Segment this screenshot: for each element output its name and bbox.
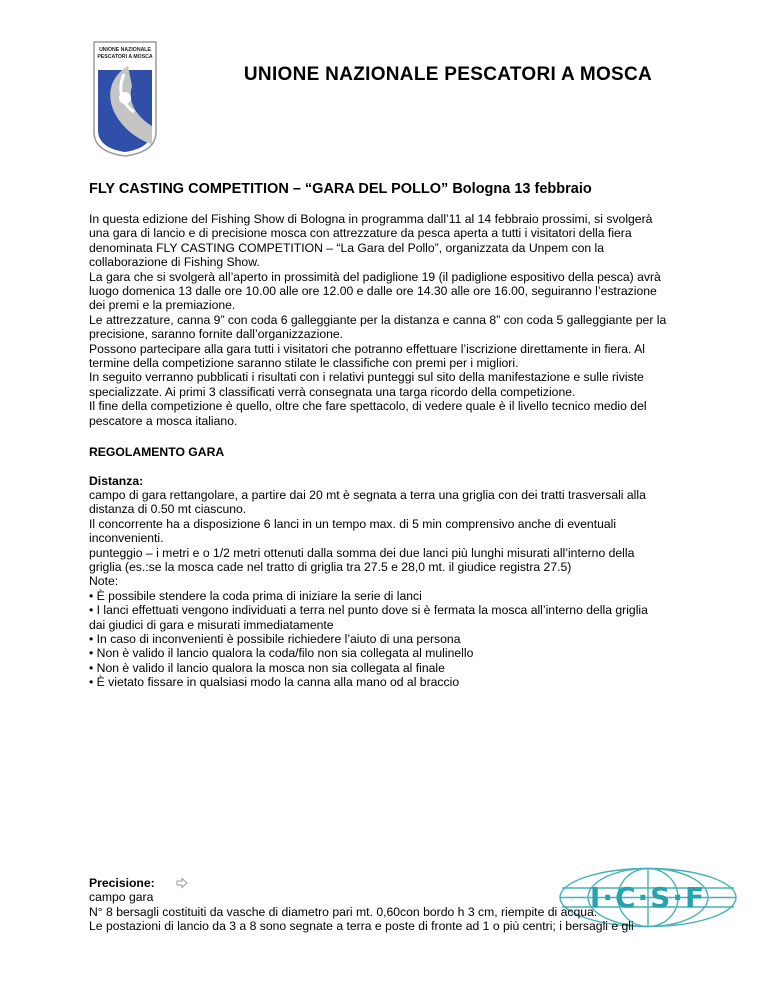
logo-line-1: UNIONE NAZIONALE	[99, 47, 151, 53]
arrow-right-icon	[176, 877, 188, 889]
precision-title: Precisione:	[89, 876, 155, 890]
logo-line-2: PESCATORI A MOSCA	[97, 54, 153, 60]
text-line: Le postazioni di lancio da 3 a 8 sono segnate a terra e poste di fronte ad 1 o più centri; i bersagli e gli	[89, 919, 634, 934]
intro-paragraph	[89, 212, 689, 428]
text-line: N° 8 bersagli costituiti da vasche di diametro pari mt. 0,60con bordo h 3 cm, riempite di acqua.	[89, 904, 598, 919]
text-line: collaborazione di Fishing Show.	[89, 255, 260, 270]
document-heading: FLY CASTING COMPETITION – “GARA DEL POLLO” Bologna 13 febbraio	[89, 181, 592, 197]
rules-title: REGOLAMENTO GARA	[89, 445, 225, 460]
bullet-line: • In caso di inconvenienti è possibile richiedere l’aiuto di una persona	[89, 631, 461, 646]
text-line: distanza di 0.50 mt ciascuno.	[89, 502, 247, 517]
text-line: campo gara	[89, 890, 154, 905]
unpem-logo	[90, 40, 160, 158]
text-line: luogo domenica 13 dalle ore 10.00 alle ore 12.00 e dalle ore 14.30 alle ore 16.00, seguiranno l’estrazione	[89, 284, 657, 299]
text-line: termine della competizione saranno stilate le classifiche con premi per i migliori.	[89, 356, 519, 371]
text-line: In questa edizione del Fishing Show di Bologna in programma dall’11 al 14 febbraio prossimi, si svolgerà	[89, 212, 653, 226]
text-line: dai giudici di gara e misurati immediatamente	[89, 617, 334, 632]
icsf-logo-text: I·C·S·F	[589, 881, 707, 914]
text-line: pescatore a mosca italiano.	[89, 413, 238, 428]
text-line: specializzate. Ai primi 3 classificati verrà consegnata una targa ricordo della competizione.	[89, 384, 576, 399]
text-line: una gara di lancio e di precisione mosca con attrezzature da pesca aperta a tutti i visitatori della fiera	[89, 226, 632, 241]
text-line: dei premi e la premiazione.	[89, 298, 236, 313]
text-line: griglia (es.:se la mosca cade nel tratto di griglia tra 27.5 e 28,0 mt. il giudice registra 27.5)	[89, 559, 572, 574]
bullet-line: • È possibile stendere la coda prima di iniziare la serie di lanci	[89, 588, 422, 603]
bullet-line: • I lanci effettuati vengono individuati a terra nel punto dove si è fermata la mosca all’interno della griglia	[89, 603, 648, 618]
page-title: UNIONE NAZIONALE PESCATORI A MOSCA	[243, 64, 653, 85]
text-line: campo di gara rettangolare, a partire dai 20 mt è segnata a terra una griglia con dei tratti trasversali alla	[89, 487, 646, 502]
text-line: Note:	[89, 574, 119, 589]
text-line: denominata FLY CASTING COMPETITION – “La Gara del Pollo”, organizzata da Unpem con la	[89, 240, 605, 255]
text-line: precisione, saranno fornite dall’organizzazione.	[89, 327, 344, 342]
distance-title: Distanza:	[89, 473, 144, 488]
bullet-line: • Non è valido il lancio qualora la coda/filo non sia collegata al mulinello	[89, 646, 474, 661]
text-line: La gara che si svolgerà all’aperto in prossimità del padiglione 19 (il padiglione espositivo della pesca) avrà	[89, 269, 661, 284]
document-body	[89, 180, 689, 690]
text-line: Il fine della competizione è quello, oltre che fare spettacolo, di vedere quale è il livello tecnico medio del	[89, 399, 647, 414]
bullet-line: • Non è valido il lancio qualora la mosca non sia collegata al finale	[89, 660, 445, 675]
text-line: Il concorrente ha a disposizione 6 lanci in un tempo max. di 5 min comprensivo anche di eventuali	[89, 516, 617, 531]
precision-title-row	[89, 876, 729, 890]
bullet-line: • È vietato fissare in qualsiasi modo la canna alla mano od al braccio	[89, 675, 460, 690]
text-line: Possono partecipare alla gara tutti i visitatori che potranno effettuare l’iscrizione direttamente in fiera. Al	[89, 341, 645, 356]
text-line: In seguito verranno pubblicati i risultati con i relativi punteggi sul sito della manifestazione e sulle riviste	[89, 370, 644, 385]
text-line: Le attrezzature, canna 9” con coda 6 galleggiante per la distanza e canna 8” con coda 5 galleggiante per la	[89, 312, 667, 327]
precision-section	[89, 876, 729, 934]
text-line: punteggio – i metri e o 1/2 metri ottenuti dalla somma dei due lanci più lunghi misurati all’interno della	[89, 545, 635, 560]
text-line: inconvenienti.	[89, 531, 164, 546]
distance-section	[89, 488, 689, 690]
